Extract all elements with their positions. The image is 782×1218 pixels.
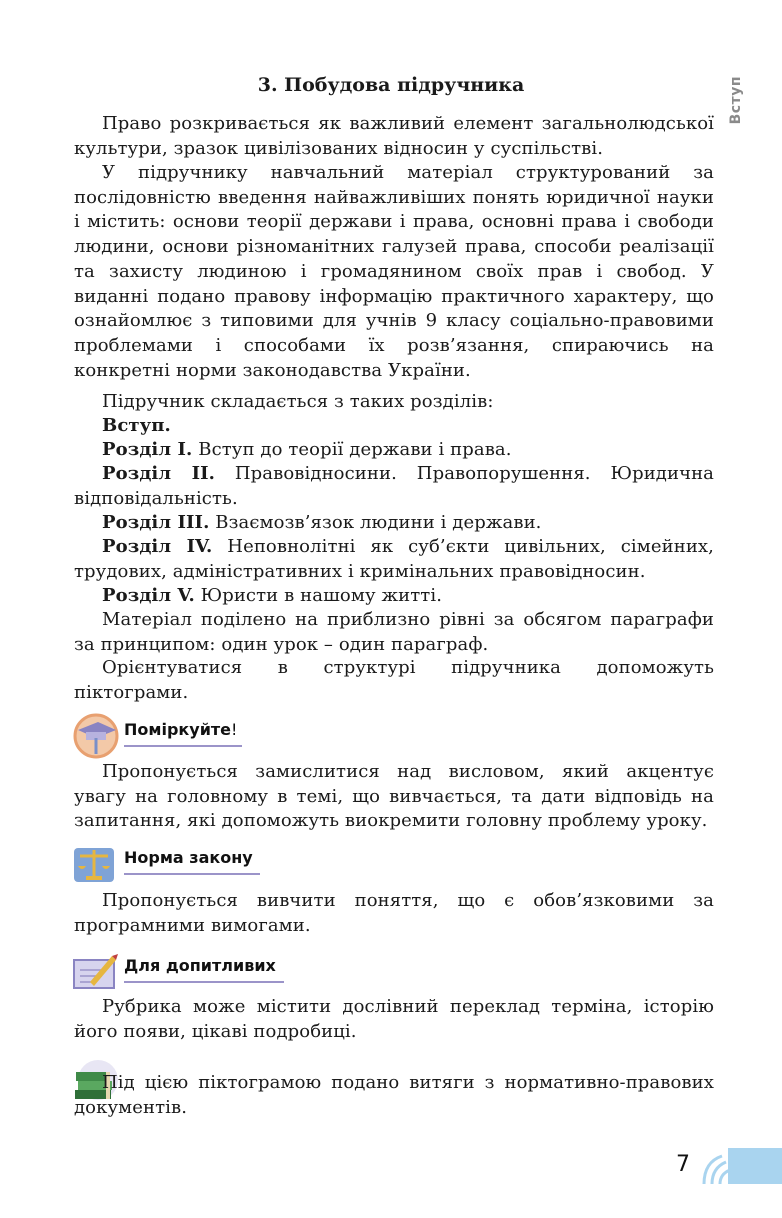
section-text: Неповнолітні як суб’єкти цивільних, сімейних, трудових, адміністративних і кримінальних правовідносин. [74, 536, 714, 582]
section-text: Юристи в нашому житті. [194, 585, 443, 606]
intro-paragraph-1: Право розкривається як важливий елемент загальнолюдської культури, зразок цивілізованих відносин у суспільстві. [74, 113, 714, 159]
page-corner-waves-icon [700, 1148, 782, 1184]
rubric-curious-desc: Рубрика може містити дослівний переклад терміна, історію його появи, цікаві подробиці. [74, 996, 714, 1042]
section-label: Розділ II. [102, 463, 215, 484]
section-text: Вступ до теорії держави і права. [192, 439, 512, 460]
section-label: Розділ I. [102, 439, 193, 460]
section-label: Розділ III. [102, 512, 210, 533]
section-item [74, 462, 714, 511]
section-text: Взаємозв’язок людини і держави. [209, 512, 542, 533]
scales-icon [72, 840, 120, 888]
section-label: Розділ V. [102, 585, 195, 606]
intro-paragraph-2: У підручнику навчальний матеріал структурований за послідовністю введення найважливіших понять юридичної науки і містить: основи теорії держави і права, основні права і свободи людини, основи різноманітних галузей права, способи реалізації та захисту людиною і громадянином своїх прав і свобод. У виданні подано правову інформацію практичного характеру, що ознайомлює з типовими для учнів 9 класу соціально-правовими проблемами і способами їх розв’язання, спираючись на конкретні норми законодавства України. [74, 162, 714, 381]
rubric-underline [124, 981, 284, 983]
section-item [74, 438, 714, 463]
contents-intro: Підручник складається з таких розділів: [102, 391, 494, 412]
rubric-norm-desc: Пропонується вивчити поняття, що є обов’язковими за програмними вимогами. [74, 890, 714, 936]
section-item [74, 535, 714, 584]
page-number: 7 [676, 1152, 690, 1177]
page-title: 3. Побудова підручника [257, 74, 525, 96]
section-label: Розділ IV. [102, 536, 213, 557]
material-paragraph: Матеріал поділено на приблизно рівні за обсягом параграфи за принципом: один урок – один параграф. [74, 609, 714, 655]
pencil-note-icon [72, 948, 120, 996]
graduation-cap-icon [72, 712, 120, 760]
rubric-underline [124, 745, 242, 747]
pictograms-paragraph: Орієнтуватися в структурі підручника допоможуть піктограми. [74, 657, 714, 703]
rubric-think-desc: Пропонується замислитися над висловом, який акцентує увагу на головному в темі, що вивчається, та дати відповідь на запитання, які допоможуть виокремити головну проблему уроку. [74, 761, 714, 832]
rubric-curious-label: Для допитливих [124, 956, 276, 975]
rubric-think-label: Поміркуйте! [124, 720, 238, 739]
rubric-norm-label: Норма закону [124, 848, 253, 867]
rubric-docs-desc: Під цією піктограмою подано витяги з нормативно-правових документів. [74, 1072, 714, 1118]
rubric-underline [124, 873, 260, 875]
section-item [74, 584, 714, 609]
section-tab: Вступ [728, 76, 744, 125]
section-item [74, 511, 714, 536]
section-text: Правовідносини. Правопорушення. Юридична відповідальність. [74, 463, 714, 509]
contents-vstup: Вступ. [102, 415, 171, 436]
